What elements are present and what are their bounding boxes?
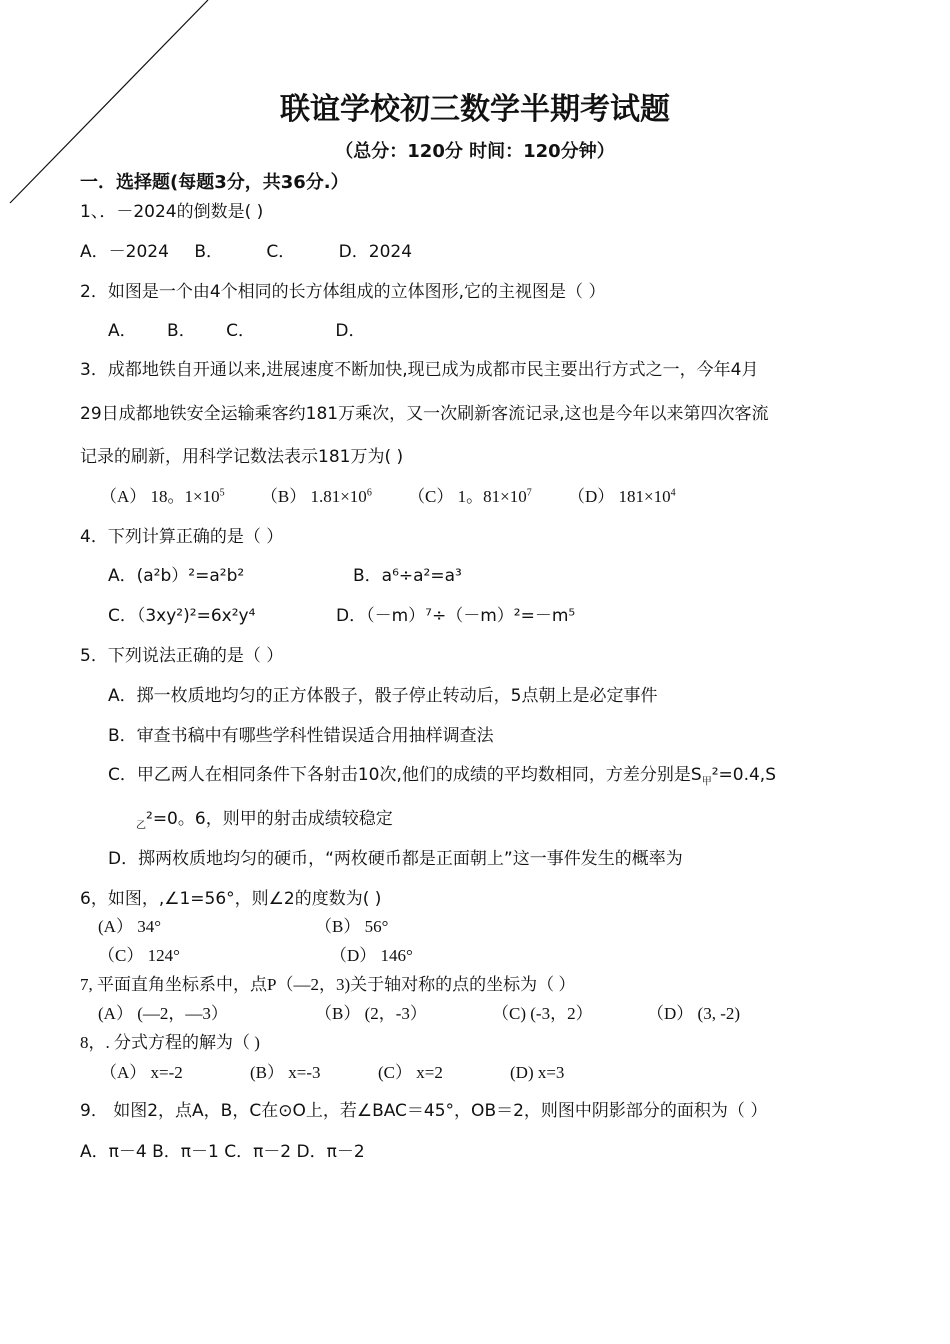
q3-options: [100, 486, 676, 508]
q5-stem: 5．下列说法正确的是（ ）: [80, 646, 284, 666]
q8-option-a: （A） x=-2: [100, 1063, 183, 1082]
q5-option-a: A．掷一枚质地均匀的正方体骰子，骰子停止转动后，5点朝上是必定事件: [108, 686, 658, 706]
q2-options: [108, 320, 366, 342]
q9-options: A．π－4 B．π－1 C．π－2 D．π－2: [80, 1142, 365, 1162]
q2-stem: 2．如图是一个由4个相同的长方体组成的立体图形,它的主视图是（ ）: [80, 282, 606, 302]
q4-option-b: B．a⁶÷a²=a³: [353, 566, 462, 586]
q1-stem: 1、．－2024的倒数是( ): [80, 202, 264, 222]
q2-option-c: C．: [226, 321, 255, 341]
q3-option-c: （C） 1。$81\times 10^7$: [408, 487, 532, 506]
q9-stem: 9． 如图2，点A，B，C在⊙O上，若∠BAC＝45°，OB＝2，则图中阴影部分的面积为（ ）: [80, 1101, 768, 1121]
q2-option-b: B．: [167, 321, 196, 341]
q3-option-d: （D） $181\times 10^4$: [568, 487, 676, 506]
q6-option-b: （B） 56°: [315, 917, 389, 936]
q2-option-a: A．: [108, 321, 137, 341]
q8-option-c: (C） x=2: [378, 1063, 443, 1082]
q5-option-c-line1: C．甲乙两人在相同条件下各射击10次,他们的成绩的平均数相同，方差分别是$S_甲^2=0.4,S$: [108, 765, 776, 788]
q8-option-d: (D) x=3: [510, 1063, 565, 1082]
section-heading-choice: 一．选择题(每题3分，共36分.）: [80, 172, 349, 193]
q3-option-b: （B） $1.81\times 10^6$: [260, 487, 372, 506]
q7-stem: 7, 平面直角坐标系中，点P（—2，3)关于轴对称的点的坐标为（ ）: [80, 975, 576, 994]
q3-stem-line2: 29日成都地铁安全运输乘客约181万乘次，又一次刷新客流记录,这也是今年以来第四次客流: [80, 404, 769, 424]
q6-stem: 6，如图，,∠1=56°，则∠2的度数为( ): [80, 889, 382, 909]
q1-option-c: C．: [266, 242, 296, 262]
q7-option-b: （B） (2，-3）: [315, 1004, 427, 1023]
exam-title: 联谊学校初三数学半期考试题: [280, 92, 670, 127]
q4-stem: 4．下列计算正确的是（ ）: [80, 527, 284, 547]
q1-option-d: D．2024: [338, 242, 413, 262]
q5-option-b: B．审查书稿中有哪些学科性错误适合用抽样调查法: [108, 726, 494, 746]
q8-option-b: (B） x=-3: [250, 1063, 321, 1082]
q1-option-b: B．: [194, 242, 223, 262]
q2-option-d: D．: [335, 321, 366, 341]
q1-option-a: A．－2024: [80, 242, 169, 262]
q4-option-a: A．(a²b）²=a²b²: [108, 566, 245, 586]
q4-option-c: C．（3xy²)²=6x²y⁴: [108, 606, 256, 626]
q6-option-c: （C） 124°: [98, 946, 180, 965]
q7-option-d: （D） (3, -2): [647, 1004, 741, 1023]
q6-option-d: （D） 146°: [330, 946, 413, 965]
q6-option-a: (A） 34°: [98, 917, 161, 936]
q3-stem-line3: 记录的刷新，用科学记数法表示181万为( ): [80, 447, 404, 467]
q4-option-d: D．（－m）⁷÷（－m）²=－m⁵: [336, 606, 576, 626]
q7-option-a: (A） (—2，—3）: [98, 1004, 228, 1023]
q3-option-a: （A） 18。$1\times 10^5$: [100, 487, 225, 506]
exam-subtitle: （总分：120分 时间：120分钟）: [335, 141, 615, 162]
q5-option-c-line2: $_乙$²=0。6，则甲的射击成绩较稳定: [136, 809, 393, 832]
q3-stem-line1: 3．成都地铁自开通以来,进展速度不断加快,现已成为成都市民主要出行方式之一，今年4月: [80, 360, 759, 380]
q5-option-d: D．掷两枚质地均匀的硬币，“两枚硬币都是正面朝上”这一事件发生的概率为: [108, 849, 683, 869]
q1-options: [80, 241, 412, 263]
q7-option-c: （C) (-3，2）: [492, 1004, 593, 1023]
q8-stem: 8，. 分式方程的解为（ ): [80, 1033, 260, 1052]
